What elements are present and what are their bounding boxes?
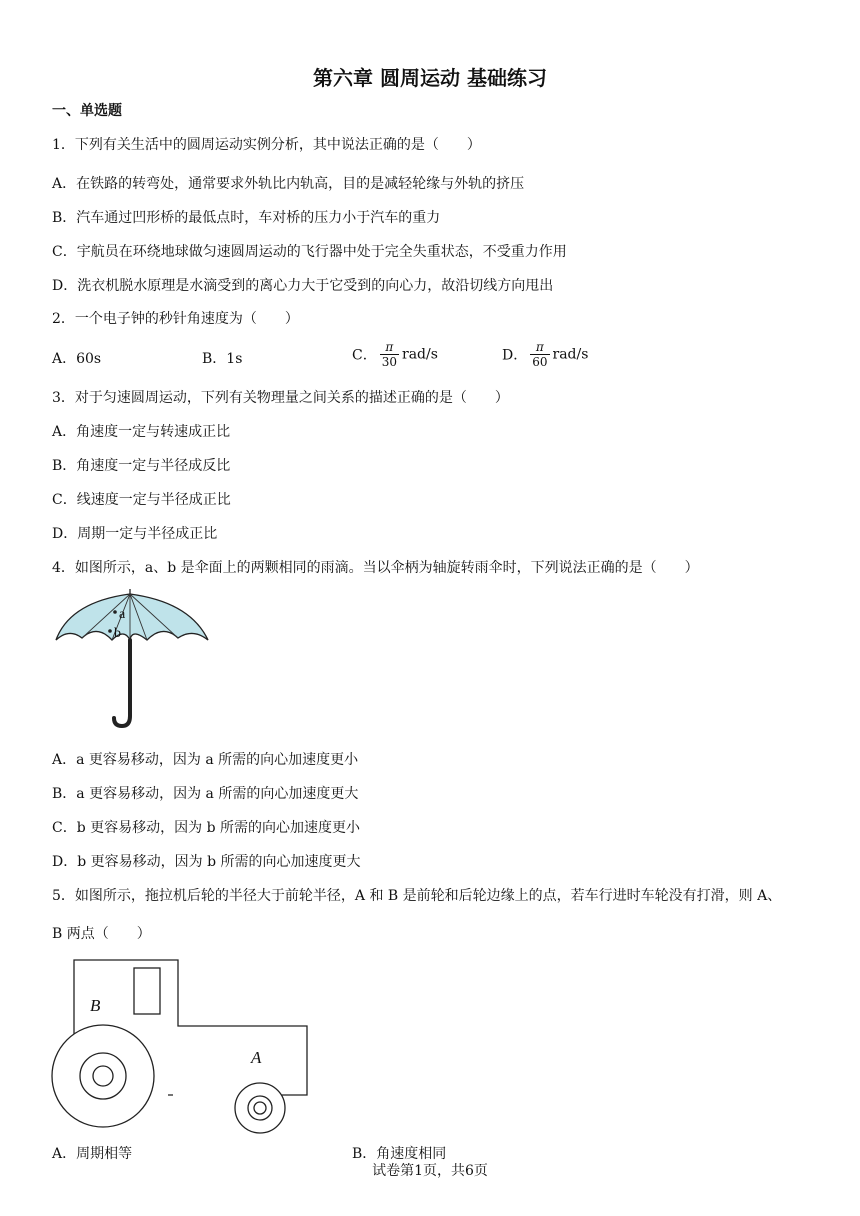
raindrop-a-label: a [119, 607, 126, 622]
q2-option-d-unit: rad/s [552, 346, 589, 363]
section-heading: 一、单选题 [52, 103, 122, 119]
q1-option-d: D．洗衣机脱水原理是水滴受到的离心力大于它受到的向心力，故沿切线方向甩出 [52, 278, 554, 294]
q5-stem-line1: 5．如图所示，拖拉机后轮的半径大于前轮半径，A 和 B 是前轮和后轮边缘上的点，若车行进时车轮没有打滑，则 A、 [52, 888, 782, 904]
q2-c-denominator: 30 [381, 355, 397, 369]
page-title: 第六章 圆周运动 基础练习 [313, 66, 547, 90]
q1-option-a: A．在铁路的转弯处，通常要求外轨比内轨高，目的是减轻轮缘与外轨的挤压 [52, 176, 525, 192]
point-a-label: A [251, 1048, 262, 1067]
q3-option-d: D．周期一定与半径成正比 [52, 526, 218, 542]
raindrop-b-dot [108, 629, 112, 633]
q5-option-a: A．周期相等 [52, 1146, 133, 1162]
q4-option-d: D．b 更容易移动，因为 b 所需的向心加速度更大 [52, 854, 361, 870]
q2-option-c-fraction [380, 340, 399, 369]
q3-option-c: C．线速度一定与半径成正比 [52, 492, 231, 508]
q2-option-c-prefix: C． [352, 347, 377, 364]
raindrop-b-label: b [114, 626, 121, 641]
q2-d-numerator: π [530, 340, 549, 355]
q3-stem: 3．对于匀速圆周运动，下列有关物理量之间关系的描述正确的是（ ） [52, 390, 509, 406]
q2-option-d [502, 340, 588, 369]
q4-option-c: C．b 更容易移动，因为 b 所需的向心加速度更小 [52, 820, 360, 836]
q5-stem-line2: B 两点（ ） [52, 926, 151, 942]
q2-stem: 2．一个电子钟的秒针角速度为（ ） [52, 311, 299, 327]
q4-option-a: A．a 更容易移动，因为 a 所需的向心加速度更小 [52, 752, 359, 768]
page-footer: 试卷第1页，共6页 [372, 1163, 488, 1179]
q2-option-a: A．60s [52, 351, 102, 367]
q1-option-c: C．宇航员在环绕地球做匀速圆周运动的飞行器中处于完全失重状态，不受重力作用 [52, 244, 567, 260]
front-wheel [235, 1083, 285, 1133]
tractor-window [134, 968, 160, 1014]
q3-option-b: B．角速度一定与半径成反比 [52, 458, 231, 474]
q1-option-b: B．汽车通过凹形桥的最低点时，车对桥的压力小于汽车的重力 [52, 210, 441, 226]
q4-stem: 4．如图所示，a、b 是伞面上的两颗相同的雨滴。当以伞柄为轴旋转雨伞时，下列说法正确的是（ ） [52, 560, 699, 576]
q2-option-c [352, 340, 438, 369]
q2-d-denominator: 60 [532, 355, 548, 369]
q2-option-c-unit: rad/s [402, 346, 438, 363]
tractor-figure [50, 955, 312, 1143]
raindrop-a-dot [113, 610, 117, 614]
umbrella-handle [114, 640, 130, 726]
q2-c-numerator: π [380, 340, 399, 355]
q5-option-b: B．角速度相同 [352, 1146, 447, 1162]
umbrella-canopy [56, 594, 208, 640]
umbrella-figure [52, 588, 214, 732]
q2-option-b: B．1s [202, 351, 243, 367]
q2-option-d-fraction [530, 340, 549, 369]
q1-stem: 1．下列有关生活中的圆周运动实例分析，其中说法正确的是（ ） [52, 137, 481, 153]
point-b-label: B [90, 996, 101, 1015]
q4-option-b: B．a 更容易移动，因为 a 所需的向心加速度更大 [52, 786, 359, 802]
q3-option-a: A．角速度一定与转速成正比 [52, 424, 231, 440]
rear-wheel [52, 1025, 154, 1127]
q2-option-d-prefix: D． [502, 347, 528, 364]
